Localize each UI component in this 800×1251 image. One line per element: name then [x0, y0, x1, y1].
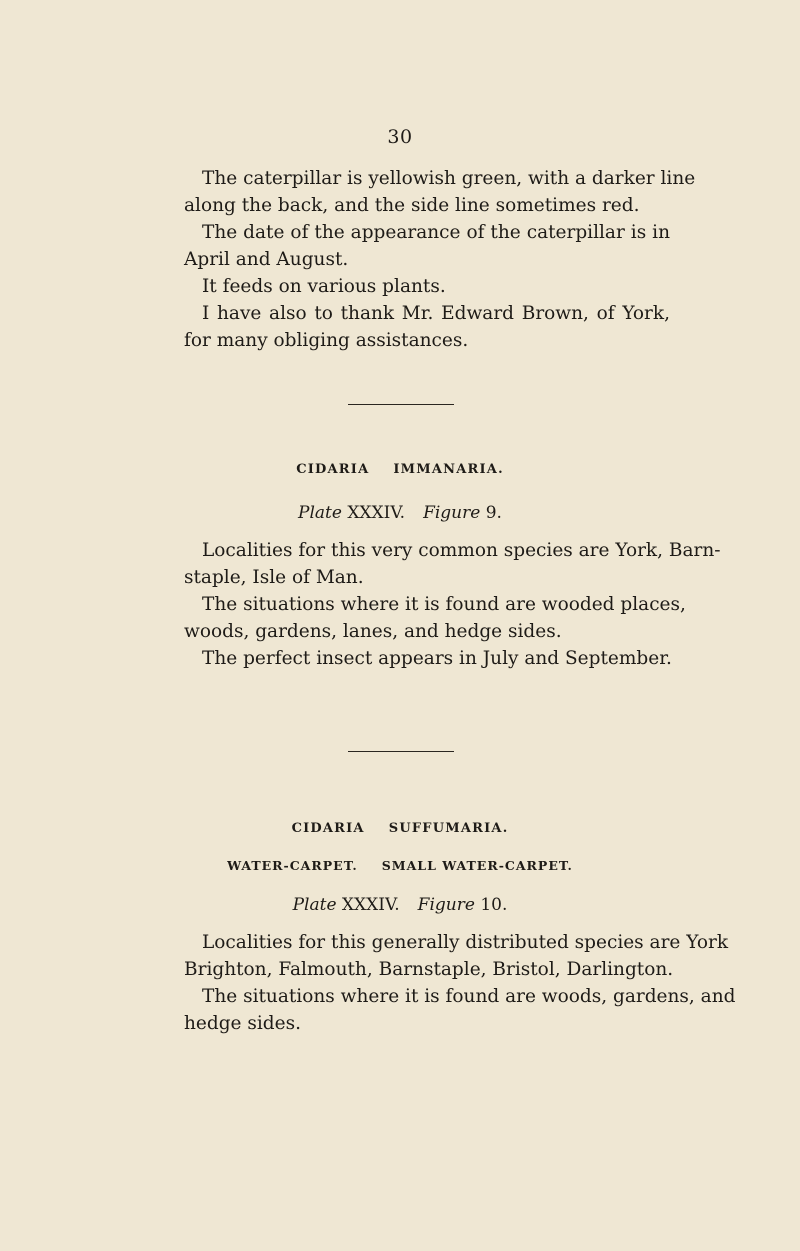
text-line: staple, Isle of Man.: [184, 567, 364, 588]
page-number: 30: [387, 126, 413, 148]
text-line: The caterpillar is yellowish green, with a darker line: [202, 168, 696, 189]
plate-number: XXXIV.: [341, 895, 400, 915]
text-line: Localities for this very common species are York, Barn-: [202, 540, 721, 561]
figure-number: 9.: [485, 503, 502, 523]
plate-reference: [0, 895, 800, 915]
plate-label: Plate: [298, 503, 342, 523]
text-line: Localities for this generally distributed species are York: [202, 932, 729, 953]
text-line: hedge sides.: [184, 1013, 301, 1034]
immanaria-paragraphs: [184, 537, 721, 672]
common-name: WATER-CARPET.: [227, 858, 358, 873]
species-heading: [0, 462, 800, 477]
text-line: The perfect insect appears in July and September.: [202, 648, 672, 669]
genus-name: CIDARIA: [296, 462, 370, 477]
text-line: along the back, and the side line sometimes red.: [184, 195, 640, 216]
plate-label: Plate: [292, 895, 337, 915]
text-line: The situations where it is found are wooded places,: [202, 594, 686, 615]
genus-name: CIDARIA: [291, 821, 365, 836]
common-names: [0, 858, 800, 873]
figure-label: Figure: [417, 895, 475, 915]
figure-number: 10.: [480, 895, 508, 915]
section-divider: [348, 404, 454, 405]
species-name: SUFFUMARIA.: [388, 821, 509, 836]
text-line: It feeds on various plants.: [202, 276, 446, 297]
species-name: IMMANARIA.: [393, 462, 504, 477]
suffumaria-paragraphs: [184, 929, 736, 1037]
plate-reference: [0, 503, 800, 523]
text-line: woods, gardens, lanes, and hedge sides.: [184, 621, 562, 642]
figure-label: Figure: [423, 503, 481, 523]
text-line: for many obliging assistances.: [184, 330, 469, 351]
common-name: SMALL WATER-CARPET.: [381, 858, 573, 873]
text-line: April and August.: [184, 249, 349, 270]
plate-number: XXXIV.: [347, 503, 406, 523]
caterpillar-paragraphs: [184, 165, 696, 354]
text-line: The date of the appearance of the caterpillar is in: [202, 222, 670, 243]
species-heading: [0, 821, 800, 836]
text-line: I have also to thank Mr. Edward Brown, of York,: [202, 303, 670, 324]
text-line: The situations where it is found are woods, gardens, and: [202, 986, 736, 1007]
text-line: Brighton, Falmouth, Barnstaple, Bristol, Darlington.: [184, 959, 674, 980]
section-divider: [348, 751, 454, 752]
